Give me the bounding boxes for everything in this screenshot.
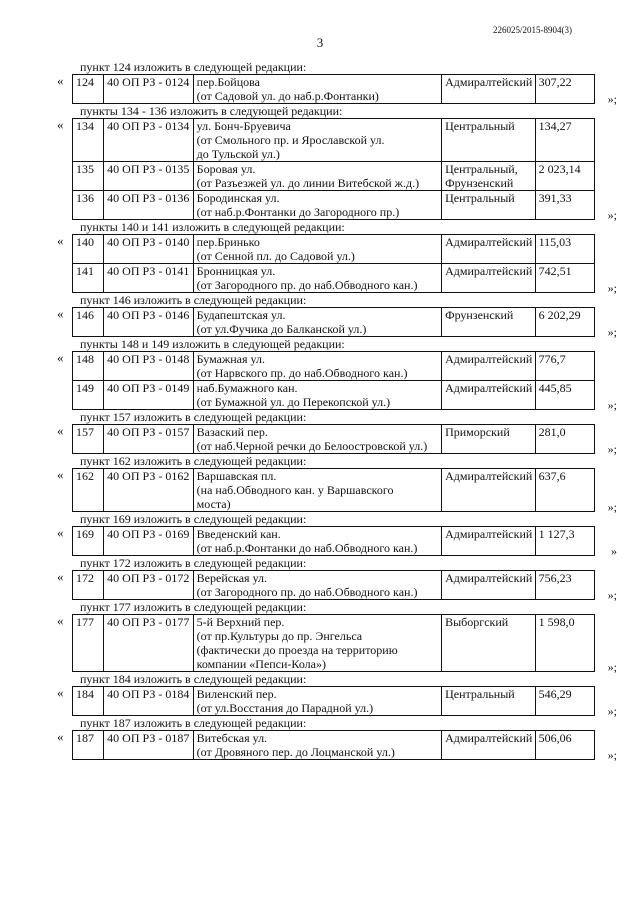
- road-length: 445,85: [535, 381, 594, 410]
- street-extent: (от Нарвского пр. до наб.Обводного кан.): [196, 366, 408, 380]
- district-name: Адмиралтейский: [445, 381, 533, 395]
- district-name: Адмиралтейский: [445, 527, 533, 541]
- road-length: 307,22: [535, 75, 594, 104]
- table-row: [73, 119, 595, 162]
- page-number: 3: [316, 35, 324, 50]
- table-row: [73, 235, 595, 264]
- street-extent: (от наб.Черной речки до Белоостровской ул.): [196, 439, 428, 453]
- table-row: [73, 571, 595, 600]
- street-extent: (от пр.Культуры до пр. Энгельса: [196, 629, 363, 643]
- road-code: 40 ОП РЗ - 0184: [104, 687, 194, 716]
- entry-number: 149: [73, 381, 104, 410]
- amendment-section: [0, 293, 640, 337]
- street-extent: (от Садовой ул. до наб.р.Фонтанки): [196, 89, 379, 103]
- street-cell: [193, 615, 441, 672]
- district-cell: [442, 119, 536, 162]
- district-cell: [442, 571, 536, 600]
- road-length: 2 023,14: [535, 162, 594, 191]
- road-length: 506,06: [535, 731, 594, 760]
- road-length: 134,27: [535, 119, 594, 162]
- amendment-section: [0, 600, 640, 672]
- entry-number: 184: [73, 687, 104, 716]
- entry-number: 148: [73, 352, 104, 381]
- district-cell: [442, 469, 536, 512]
- street-cell: [193, 469, 441, 512]
- district-name: Центральный: [445, 119, 515, 133]
- street-cell: [193, 352, 441, 381]
- street-name: наб.Бумажного кан.: [196, 381, 298, 395]
- entry-table-wrap: [57, 569, 617, 602]
- close-quote: »;: [607, 398, 617, 412]
- road-length: 6 202,29: [535, 308, 594, 337]
- road-length: 1 598,0: [535, 615, 594, 672]
- street-cell: [193, 527, 441, 556]
- entry-table: [72, 351, 595, 410]
- entry-number: 146: [73, 308, 104, 337]
- district-name: Центральный: [445, 191, 515, 205]
- district-name: Адмиралтейский: [445, 731, 533, 745]
- street-cell: [193, 731, 441, 760]
- close-quote: »;: [607, 92, 617, 106]
- section-heading: пункты 148 и 149 изложить в следующей редакции:: [80, 337, 345, 351]
- street-cell: [193, 571, 441, 600]
- street-cell: [193, 687, 441, 716]
- street-extent: (фактически до проезда на территорию: [196, 643, 398, 657]
- amendment-section: [0, 672, 640, 716]
- street-extent: моста): [196, 497, 231, 511]
- section-heading: пункт 157 изложить в следующей редакции:: [80, 410, 307, 424]
- entry-number: 162: [73, 469, 104, 512]
- street-name: Вазаский пер.: [196, 425, 268, 439]
- street-name: Введенский кан.: [196, 527, 281, 541]
- district-name: Адмиралтейский: [445, 264, 533, 278]
- amendment-section: [0, 454, 640, 512]
- street-name: пер.Бринько: [196, 235, 260, 249]
- street-extent: (от Дровяного пер. до Лоцманской ул.): [196, 745, 395, 759]
- table-row: [73, 162, 595, 191]
- close-quote: »;: [607, 660, 617, 674]
- section-heading: пункт 184 изложить в следующей редакции:: [80, 672, 307, 686]
- street-cell: [193, 264, 441, 293]
- entry-number: 134: [73, 119, 104, 162]
- entry-table: [72, 570, 595, 600]
- entry-table: [72, 468, 595, 512]
- street-extent: (от Сенной пл. до Садовой ул.): [196, 249, 355, 263]
- open-quote: «: [57, 613, 64, 628]
- entry-table-wrap: [57, 117, 617, 222]
- table-row: [73, 731, 595, 760]
- street-extent: (от Смольного пр. и Ярославской ул.: [196, 133, 385, 147]
- street-cell: [193, 75, 441, 104]
- district-cell: [442, 191, 536, 220]
- street-extent: (на наб.Обводного кан. у Варшавского: [196, 483, 394, 497]
- district-cell: [442, 615, 536, 672]
- road-code: 40 ОП РЗ - 0136: [104, 191, 194, 220]
- road-code: 40 ОП РЗ - 0157: [104, 425, 194, 454]
- table-row: [73, 352, 595, 381]
- entry-number: 135: [73, 162, 104, 191]
- open-quote: «: [57, 467, 64, 482]
- entry-number: 172: [73, 571, 104, 600]
- street-cell: [193, 191, 441, 220]
- district-cell: [442, 381, 536, 410]
- close-quote: »;: [607, 325, 617, 339]
- district-name: Адмиралтейский: [445, 469, 533, 483]
- table-row: [73, 687, 595, 716]
- street-extent: компании «Пепси-Кола»): [196, 657, 326, 671]
- entry-table-wrap: [57, 729, 617, 762]
- entry-table-wrap: [57, 685, 617, 718]
- amendments-list: [0, 60, 640, 760]
- street-cell: [193, 235, 441, 264]
- close-quote: »;: [607, 442, 617, 456]
- close-quote: »;: [607, 208, 617, 222]
- open-quote: «: [57, 306, 64, 321]
- close-quote: »;: [607, 704, 617, 718]
- entry-table: [72, 614, 595, 672]
- table-row: [73, 527, 595, 556]
- entry-table: [72, 526, 595, 556]
- district-cell: [442, 687, 536, 716]
- road-code: 40 ОП РЗ - 0134: [104, 119, 194, 162]
- entry-table: [72, 686, 595, 716]
- district-cell: [442, 162, 536, 191]
- district-cell: [442, 527, 536, 556]
- street-name: Бумажная ул.: [196, 352, 265, 366]
- table-row: [73, 615, 595, 672]
- road-code: 40 ОП РЗ - 0169: [104, 527, 194, 556]
- street-extent: (от наб.р.Фонтанки до наб.Обводного кан.): [196, 541, 418, 555]
- district-name: Фрунзенский: [445, 308, 514, 322]
- table-row: [73, 191, 595, 220]
- road-length: 546,29: [535, 687, 594, 716]
- district-name: Адмиралтейский: [445, 235, 533, 249]
- road-length: 756,23: [535, 571, 594, 600]
- street-extent: (от Загородного пр. до наб.Обводного кан.): [196, 585, 418, 599]
- section-heading: пункт 124 изложить в следующей редакции:: [80, 60, 307, 74]
- entry-table-wrap: [57, 423, 617, 456]
- road-length: 1 127,3: [535, 527, 594, 556]
- entry-number: 124: [73, 75, 104, 104]
- district-name: Адмиралтейский: [445, 352, 533, 366]
- district-cell: [442, 75, 536, 104]
- district-name: Адмиралтейский: [445, 571, 533, 585]
- close-quote: »;: [607, 500, 617, 514]
- road-code: 40 ОП РЗ - 0135: [104, 162, 194, 191]
- district-cell: [442, 308, 536, 337]
- street-name: Боровая ул.: [196, 162, 256, 176]
- amendment-section: [0, 337, 640, 410]
- street-extent: до Тульской ул.): [196, 147, 280, 161]
- table-row: [73, 308, 595, 337]
- district-cell: [442, 352, 536, 381]
- road-length: 637,6: [535, 469, 594, 512]
- street-cell: [193, 119, 441, 162]
- district-name: Выборгский: [445, 615, 509, 629]
- entry-table-wrap: [57, 613, 617, 674]
- table-row: [73, 425, 595, 454]
- road-length: 115,03: [535, 235, 594, 264]
- entry-table-wrap: [57, 73, 617, 106]
- road-length: 742,51: [535, 264, 594, 293]
- district-name: Фрунзенский: [445, 176, 514, 190]
- district-name: Центральный,: [445, 162, 518, 176]
- section-heading: пункт 187 изложить в следующей редакции:: [80, 716, 307, 730]
- road-code: 40 ОП РЗ - 0177: [104, 615, 194, 672]
- entry-table-wrap: [57, 525, 617, 558]
- road-code: 40 ОП РЗ - 0124: [104, 75, 194, 104]
- section-heading: пункт 146 изложить в следующей редакции:: [80, 293, 307, 307]
- district-cell: [442, 264, 536, 293]
- entry-table: [72, 424, 595, 454]
- open-quote: «: [57, 117, 64, 132]
- street-name: Будапештская ул.: [196, 308, 286, 322]
- document-number: 226025/2015-8904(3): [493, 25, 572, 35]
- entry-table-wrap: [57, 306, 617, 339]
- district-name: Адмиралтейский: [445, 75, 533, 89]
- close-quote: »: [611, 544, 617, 558]
- road-code: 40 ОП РЗ - 0148: [104, 352, 194, 381]
- road-code: 40 ОП РЗ - 0162: [104, 469, 194, 512]
- street-name: Витебская ул.: [196, 731, 268, 745]
- table-row: [73, 469, 595, 512]
- street-cell: [193, 381, 441, 410]
- entry-number: 136: [73, 191, 104, 220]
- road-length: 776,7: [535, 352, 594, 381]
- section-heading: пункт 162 изложить в следующей редакции:: [80, 454, 307, 468]
- road-code: 40 ОП РЗ - 0149: [104, 381, 194, 410]
- close-quote: »;: [607, 281, 617, 295]
- table-row: [73, 264, 595, 293]
- district-name: Центральный: [445, 687, 515, 701]
- entry-number: 169: [73, 527, 104, 556]
- section-heading: пункт 169 изложить в следующей редакции:: [80, 512, 307, 526]
- road-length: 391,33: [535, 191, 594, 220]
- entry-table-wrap: [57, 233, 617, 295]
- entry-table: [72, 234, 595, 293]
- section-heading: пункты 134 - 136 изложить в следующей редакции:: [80, 104, 343, 118]
- entry-table: [72, 74, 595, 104]
- entry-table-wrap: [57, 350, 617, 412]
- open-quote: «: [57, 350, 64, 365]
- street-name: 5-й Верхний пер.: [196, 615, 285, 629]
- street-cell: [193, 308, 441, 337]
- close-quote: »;: [607, 748, 617, 762]
- road-code: 40 ОП РЗ - 0187: [104, 731, 194, 760]
- road-code: 40 ОП РЗ - 0172: [104, 571, 194, 600]
- street-name: Верейская ул.: [196, 571, 268, 585]
- street-extent: (от ул.Фучика до Балканской ул.): [196, 322, 367, 336]
- entry-number: 177: [73, 615, 104, 672]
- district-cell: [442, 731, 536, 760]
- amendment-section: [0, 410, 640, 454]
- open-quote: «: [57, 73, 64, 88]
- street-name: Бронницкая ул.: [196, 264, 276, 278]
- street-cell: [193, 425, 441, 454]
- street-extent: (от Бумажной ул. до Перекопской ул.): [196, 395, 391, 409]
- road-length: 281,0: [535, 425, 594, 454]
- road-code: 40 ОП РЗ - 0140: [104, 235, 194, 264]
- open-quote: «: [57, 729, 64, 744]
- entry-number: 187: [73, 731, 104, 760]
- amendment-section: [0, 512, 640, 556]
- close-quote: »;: [607, 588, 617, 602]
- open-quote: «: [57, 685, 64, 700]
- street-extent: (от Загородного пр. до наб.Обводного кан.): [196, 278, 418, 292]
- open-quote: «: [57, 423, 64, 438]
- section-heading: пункты 140 и 141 изложить в следующей редакции:: [80, 220, 345, 234]
- street-extent: (от ул.Восстания до Парадной ул.): [196, 701, 374, 715]
- district-cell: [442, 425, 536, 454]
- entry-number: 157: [73, 425, 104, 454]
- amendment-section: [0, 716, 640, 760]
- amendment-section: [0, 220, 640, 293]
- table-row: [73, 381, 595, 410]
- entry-table-wrap: [57, 467, 617, 514]
- street-name: ул. Бонч-Бруевича: [196, 119, 291, 133]
- entry-table: [72, 118, 595, 220]
- table-row: [73, 75, 595, 104]
- open-quote: «: [57, 233, 64, 248]
- district-name: Приморский: [445, 425, 510, 439]
- street-name: пер.Бойцова: [196, 75, 260, 89]
- amendment-section: [0, 104, 640, 220]
- street-name: Варшавская пл.: [196, 469, 277, 483]
- district-cell: [442, 235, 536, 264]
- amendment-section: [0, 60, 640, 104]
- street-name: Виленский пер.: [196, 687, 277, 701]
- open-quote: «: [57, 525, 64, 540]
- open-quote: «: [57, 569, 64, 584]
- section-heading: пункт 177 изложить в следующей редакции:: [80, 600, 307, 614]
- street-extent: (от наб.р.Фонтанки до Загородного пр.): [196, 205, 400, 219]
- entry-table: [72, 730, 595, 760]
- street-extent: (от Разъезжей ул. до линии Витебской ж.д.): [196, 176, 420, 190]
- entry-number: 140: [73, 235, 104, 264]
- section-heading: пункт 172 изложить в следующей редакции:: [80, 556, 307, 570]
- street-cell: [193, 162, 441, 191]
- entry-table: [72, 307, 595, 337]
- road-code: 40 ОП РЗ - 0141: [104, 264, 194, 293]
- entry-number: 141: [73, 264, 104, 293]
- road-code: 40 ОП РЗ - 0146: [104, 308, 194, 337]
- street-name: Бородинская ул.: [196, 191, 280, 205]
- amendment-section: [0, 556, 640, 600]
